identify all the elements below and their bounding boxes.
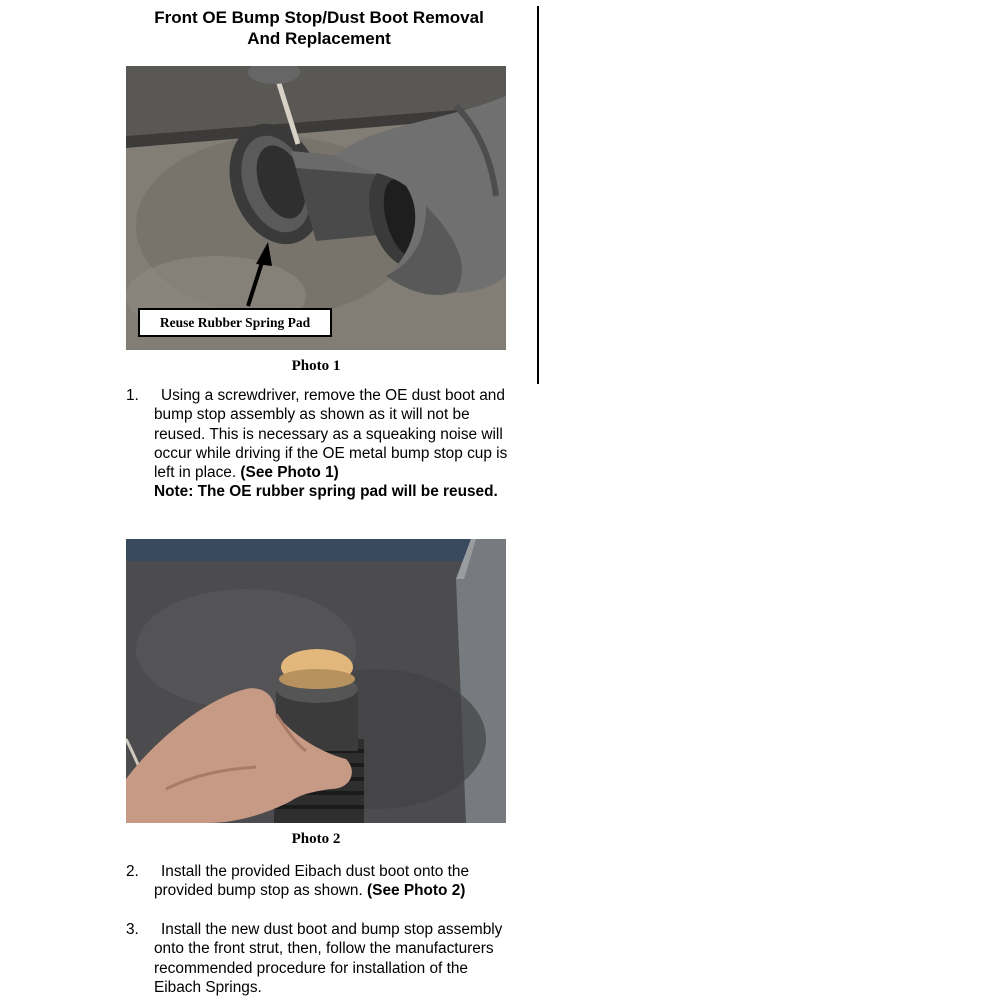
step-2	[126, 862, 516, 901]
step-1-number: 1.	[126, 387, 139, 404]
photo-1	[126, 66, 506, 350]
step-1-note: Note: The OE rubber spring pad will be reused.	[154, 483, 498, 501]
step-3-text: assembly onto the front strut, then, follow the manufacturers recommended procedure for installation of the Eibach Springs.	[154, 921, 503, 996]
step-3	[126, 920, 516, 997]
column-divider	[537, 6, 539, 384]
photo-1-callout: Reuse Rubber Spring Pad	[138, 308, 332, 337]
photo-2	[126, 539, 506, 823]
photo-1-caption: Photo 1	[291, 358, 341, 374]
photo-2-image	[126, 539, 506, 823]
title-line-1: Front OE Bump Stop/Dust Boot Removal	[154, 8, 484, 27]
step-1-ref: (See Photo 1)	[240, 464, 339, 482]
photo-2-caption: Photo 2	[291, 831, 341, 847]
step-1-text: and bump stop assembly as shown as it will not be reused. This is necessary as a squeaking noise will occur while driving if the OE metal bump stop cup is left in place.	[154, 387, 508, 482]
step-2-text: provided bump stop as shown.	[154, 882, 363, 900]
step-1	[126, 386, 516, 502]
page-title	[128, 7, 510, 49]
step-2-number: 2.	[126, 863, 139, 880]
title-line-2: And Replacement	[247, 29, 391, 48]
step-3-number: 3.	[126, 921, 139, 938]
step-1-lead: Using a screwdriver, remove the OE dust boot	[161, 387, 475, 404]
step-2-ref: (See Photo 2)	[367, 882, 466, 900]
step-2-lead: Install the provided Eibach dust boot onto the	[161, 863, 470, 880]
step-3-lead: Install the new dust boot and bump stop	[161, 921, 434, 938]
